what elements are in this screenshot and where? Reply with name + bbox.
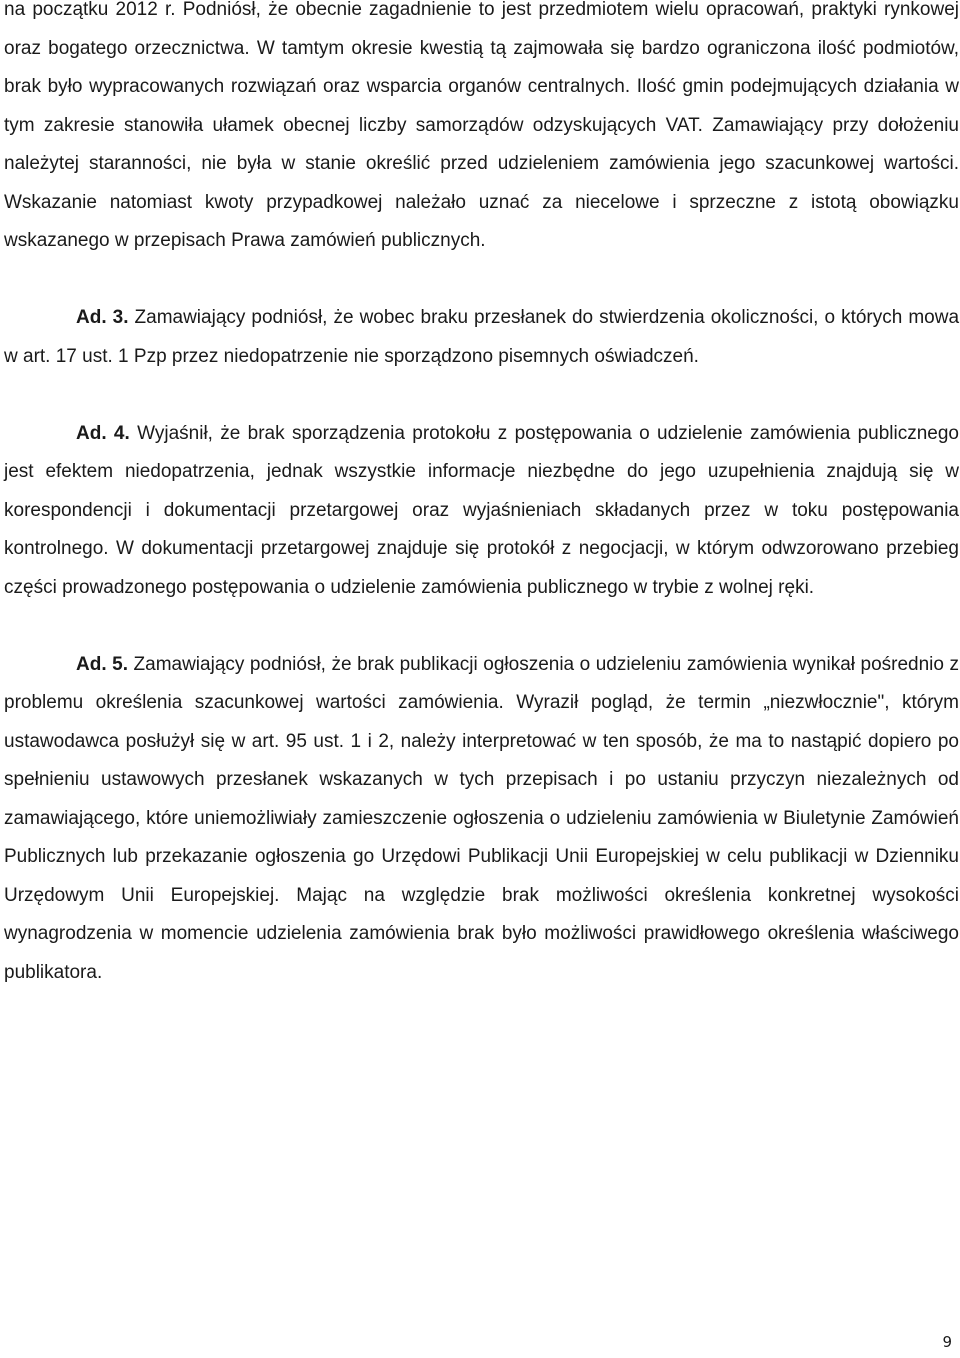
ad-3-label: Ad. 3. bbox=[76, 307, 129, 328]
paragraph-ad-4 bbox=[4, 415, 959, 608]
paragraph-ad-5 bbox=[4, 646, 959, 993]
ad-4-text: Wyjaśnił, że brak sporządzenia protokołu z postępowania o udzielenie zamówienia publicznego jest efektem niedopatrzenia, jednak wszystkie informacje niezbędne do jego uzupełnienia znajdują się w korespondencji i dokumentacji przetargowej oraz wyjaśnieniach składanych przez w toku postępowania kontrolnego. W dokumentacji przetargowej znajduje się protokół z negocjacji, w którym odwzorowano przebieg części prowadzonego postępowania o udzielenie zamówienia publicznego w trybie z wolnej ręki. bbox=[4, 422, 959, 598]
page-number: 9 bbox=[942, 1333, 952, 1351]
ad-3-text: Zamawiający podniósł, że wobec braku przesłanek do stwierdzenia okoliczności, o których mowa w art. 17 ust. 1 Pzp przez niedopatrzenie nie sporządzono pisemnych oświadczeń. bbox=[4, 307, 960, 367]
paragraph-ad-3 bbox=[4, 299, 959, 376]
ad-5-label: Ad. 5. bbox=[76, 653, 128, 675]
document-body bbox=[4, 0, 959, 992]
paragraph-continuation bbox=[4, 0, 959, 261]
ad-5-text: Zamawiający podniósł, że brak publikacji ogłoszenia o udzieleniu zamówienia wynikał pośrednio z problemu określenia szacunkowej wartości zamówienia. Wyraził pogląd, że termin „niezwłocznie", którym ustawodawca posłużył się w art. 95 ust. 1 i 2, należy interpretować w ten sposób, że ma to nastąpić dopiero po spełnieniu ustawowych przesłanek wskazanych w tych przepisach i po ustaniu przyczyn niezależnych od zamawiającego, które uniemożliwiały zamieszczenie ogłoszenia o udzieleniu zamówienia w Biuletynie Zamówień Publicznych lub przekazanie ogłoszenia go Urzędowi Publikacji Unii Europejskiej w celu publikacji w Dzienniku Urzędowym Unii Europejskiej. Mając na względzie brak możliwości określenia konkretnej wysokości wynagrodzenia w momencie udzielenia zamówienia brak było możliwości prawidłowego określenia właściwego publikatora. bbox=[4, 653, 959, 983]
ad-4-label: Ad. 4. bbox=[76, 422, 130, 444]
paragraph-text: na początku 2012 r. Podniósł, że obecnie zagadnienie to jest przedmiotem wielu opracowań, praktyki rynkowej oraz bogatego orzecznictwa. W tamtym okresie kwestią tą zajmowała się bardzo ograniczona ilość podmiotów, brak było wypracowanych rozwiązań oraz wsparcia organów centralnych. Ilość gmin podejmujących działania w tym zakresie stanowiła ułamek obecnej liczby samorządów odzyskujących VAT. Zamawiający przy dołożeniu należytej staranności, nie była w stanie określić przed udzieleniem zamówienia jego szacunkowej wartości. Wskazanie natomiast kwoty przypadkowej należało uznać za niecelowe i sprzeczne z istotą obowiązku wskazanego w przepisach Prawa zamówień publicznych. bbox=[4, 0, 959, 251]
